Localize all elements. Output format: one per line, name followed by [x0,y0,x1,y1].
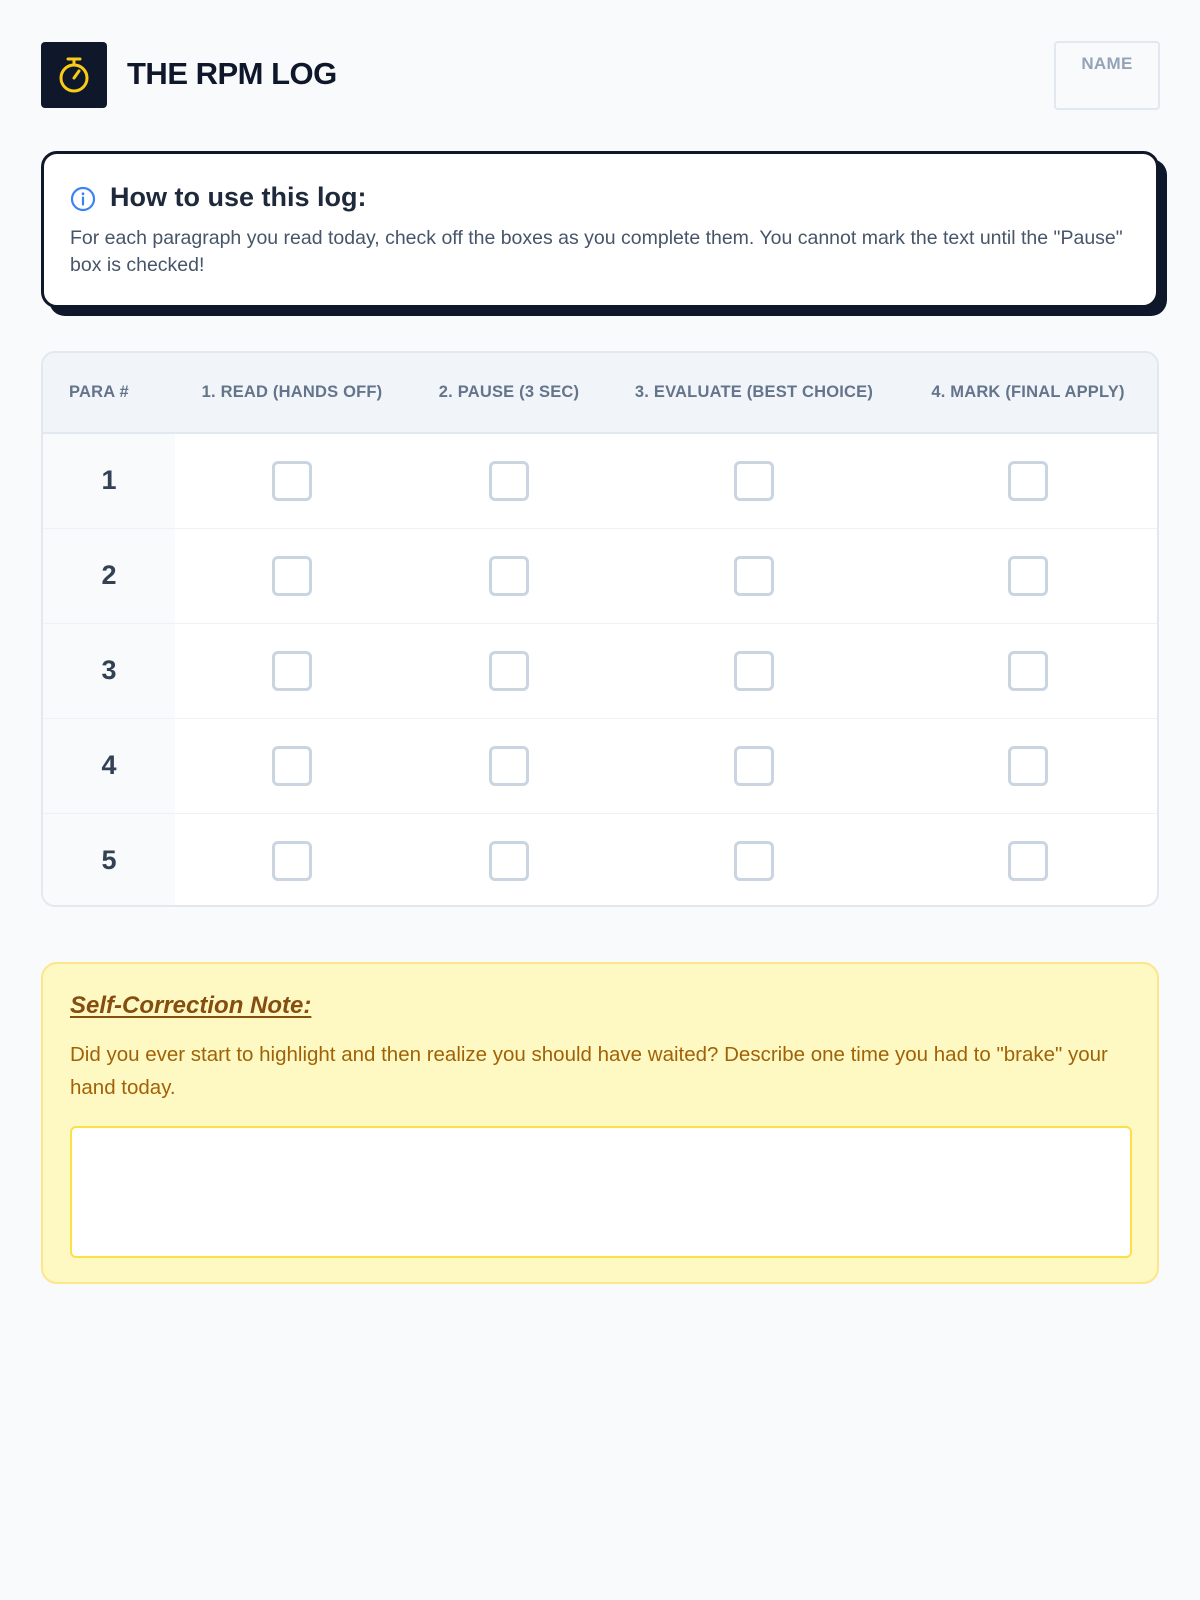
read-checkbox[interactable] [272,746,312,786]
name-field[interactable] [1054,41,1160,110]
pause-checkbox[interactable] [489,461,529,501]
pause-checkbox[interactable] [489,841,529,881]
table-header-row [43,353,1157,433]
read-checkbox[interactable] [272,556,312,596]
rpm-log-table [41,351,1159,907]
table-row [43,813,1157,907]
para-number: 3 [43,623,175,718]
self-correction-note [41,962,1159,1284]
mark-checkbox[interactable] [1008,841,1048,881]
para-number: 4 [43,718,175,813]
pause-checkbox[interactable] [489,651,529,691]
evaluate-checkbox[interactable] [734,461,774,501]
note-prompt: Did you ever start to highlight and then realize you should have waited? Describe one time you had to "brake" your hand today. [70,1043,1108,1099]
header-para: PARA # [43,353,175,433]
para-number: 1 [43,433,175,528]
pause-checkbox[interactable] [489,556,529,596]
instructions-title: How to use this log: [110,182,367,212]
mark-checkbox[interactable] [1008,461,1048,501]
header-mark: 4. MARK (FINAL APPLY) [899,353,1157,433]
mark-checkbox[interactable] [1008,746,1048,786]
header-evaluate: 3. EVALUATE (BEST CHOICE) [609,353,899,433]
evaluate-checkbox[interactable] [734,841,774,881]
logo [41,42,107,108]
mark-checkbox[interactable] [1008,556,1048,596]
table-row [43,623,1157,718]
read-checkbox[interactable] [272,461,312,501]
instructions-header [70,182,1126,213]
table-row [43,433,1157,528]
evaluate-checkbox[interactable] [734,556,774,596]
para-number: 5 [43,813,175,907]
table-row [43,718,1157,813]
stopwatch-icon [57,56,91,94]
instructions-card [41,151,1159,308]
read-checkbox[interactable] [272,651,312,691]
log-table [43,353,1157,907]
header-read: 1. READ (HANDS OFF) [175,353,409,433]
read-checkbox[interactable] [272,841,312,881]
note-response-input[interactable] [70,1126,1132,1258]
table-row [43,528,1157,623]
info-icon [70,186,96,212]
evaluate-checkbox[interactable] [734,746,774,786]
evaluate-checkbox[interactable] [734,651,774,691]
instructions-text: For each paragraph you read today, check off the boxes as you complete them. You cannot mark the text until the "Pause" box is checked! [70,227,1123,276]
note-title: Self-Correction Note: [70,992,312,1019]
pause-checkbox[interactable] [489,746,529,786]
para-number: 2 [43,528,175,623]
mark-checkbox[interactable] [1008,651,1048,691]
header [41,42,1160,109]
name-label: NAME [1081,54,1133,73]
page-title: THE RPM LOG [127,56,337,91]
header-pause: 2. PAUSE (3 SEC) [409,353,609,433]
